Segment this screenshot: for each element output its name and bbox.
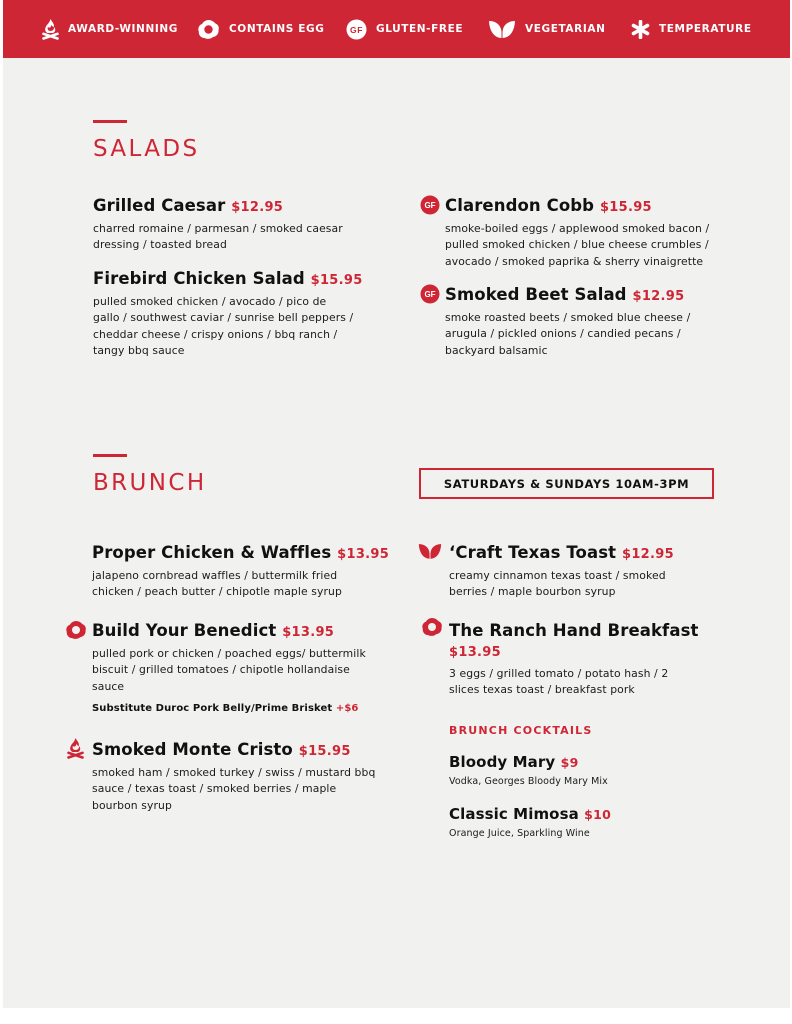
menu-item bbox=[93, 269, 393, 359]
item-name: ‘Craft Texas Toast bbox=[449, 543, 617, 562]
item-description: 3 eggs / grilled tomato / potato hash / 2 slices texas toast / breakfast pork bbox=[449, 667, 669, 697]
svg-text:GF: GF bbox=[349, 24, 364, 35]
item-description: creamy cinnamon texas toast / smoked berries / maple bourbon syrup bbox=[449, 569, 666, 599]
item-description: charred romaine / parmesan / smoked caesar dressing / toasted bread bbox=[93, 222, 343, 252]
gluten-free-icon bbox=[420, 284, 440, 304]
item-description: Orange Juice, Sparkling Wine bbox=[449, 828, 590, 839]
item-name: Smoked Beet Salad bbox=[445, 285, 627, 304]
leaf-icon bbox=[488, 19, 516, 39]
item-price: $15.95 bbox=[310, 273, 363, 288]
gluten-free-icon bbox=[346, 19, 367, 40]
legend-contains-egg bbox=[197, 0, 324, 58]
section-rule bbox=[93, 454, 127, 457]
item-name: Firebird Chicken Salad bbox=[93, 269, 305, 288]
brunch-hours: SATURDAYS & SUNDAYS 10AM-3PM bbox=[443, 476, 690, 491]
legend-label: CONTAINS EGG bbox=[229, 23, 325, 35]
menu-item bbox=[449, 621, 739, 699]
svg-text:GF: GF bbox=[424, 290, 436, 300]
cocktail-item bbox=[449, 752, 739, 789]
egg-icon bbox=[421, 617, 443, 637]
item-name: Grilled Caesar bbox=[93, 196, 226, 215]
flame-icon bbox=[67, 737, 84, 759]
menu-item bbox=[92, 740, 402, 814]
section-title-salads: SALADS bbox=[93, 136, 200, 162]
legend-award-winning bbox=[42, 0, 178, 58]
item-description: smoked ham / smoked turkey / swiss / mustard bbq sauce / texas toast / smoked berries / maple bourbon syrup bbox=[92, 766, 376, 812]
item-description: pulled pork or chicken / poached eggs/ buttermilk biscuit / grilled tomatoes / chipotle hollandaise sauce bbox=[92, 647, 366, 693]
menu-item bbox=[93, 196, 393, 254]
item-name: Smoked Monte Cristo bbox=[92, 740, 293, 759]
item-price: $12.95 bbox=[621, 547, 674, 562]
menu-item bbox=[92, 621, 402, 714]
item-name: The Ranch Hand Breakfast bbox=[449, 621, 699, 640]
svg-text:GF: GF bbox=[424, 201, 436, 211]
substitute-price: +$6 bbox=[335, 702, 359, 714]
item-price: $9 bbox=[560, 755, 579, 770]
item-price: $13.95 bbox=[282, 625, 335, 640]
legend-vegetarian bbox=[488, 0, 605, 58]
item-price: $15.95 bbox=[599, 200, 652, 215]
legend-temperature bbox=[631, 0, 752, 58]
item-price: $15.95 bbox=[298, 744, 351, 759]
item-price: $12.95 bbox=[231, 200, 284, 215]
item-price: $13.95 bbox=[337, 547, 390, 562]
substitute-note: Substitute Duroc Pork Belly/Prime Brisket +$6 bbox=[92, 702, 359, 714]
brunch-hours-badge bbox=[419, 468, 714, 499]
menu-item bbox=[445, 285, 735, 359]
flame-icon bbox=[42, 18, 59, 40]
item-name: Clarendon Cobb bbox=[445, 196, 595, 215]
egg-icon bbox=[197, 19, 220, 40]
item-name: Proper Chicken & Waffles bbox=[92, 543, 332, 562]
item-price: $10 bbox=[584, 807, 612, 822]
legend-label: GLUTEN-FREE bbox=[376, 23, 464, 35]
item-price: $12.95 bbox=[632, 289, 685, 304]
menu-item bbox=[92, 543, 402, 601]
legend-gluten-free bbox=[346, 0, 463, 58]
menu-item bbox=[445, 196, 735, 270]
legend-label: VEGETARIAN bbox=[525, 23, 606, 35]
item-price: $13.95 bbox=[449, 645, 501, 660]
item-description: smoke roasted beets / smoked blue cheese / arugula / pickled onions / candied pecans / backyard balsamic bbox=[445, 311, 691, 357]
item-description: pulled smoked chicken / avocado / pico de gallo / southwest caviar / sunrise bell peppers / cheddar cheese / crispy onions / bbq ranch / tangy bbq sauce bbox=[93, 295, 354, 357]
leaf-icon bbox=[418, 542, 442, 560]
menu-item bbox=[449, 543, 749, 601]
brunch-cocktails-heading: BRUNCH COCKTAILS bbox=[449, 724, 593, 737]
cocktail-item bbox=[449, 804, 739, 841]
egg-icon bbox=[65, 620, 87, 640]
item-description: smoke-boiled eggs / applewood smoked bacon / pulled smoked chicken / blue cheese crumbles / avocado / smoked paprika & sherry vinaigrette bbox=[445, 222, 710, 268]
item-description: jalapeno cornbread waffles / buttermilk fried chicken / peach butter / chipotle maple syrup bbox=[92, 569, 342, 599]
section-title-brunch: BRUNCH bbox=[93, 470, 207, 496]
asterisk-icon bbox=[631, 20, 650, 39]
gluten-free-icon bbox=[420, 195, 440, 215]
item-name: Classic Mimosa bbox=[449, 805, 579, 823]
item-description: Vodka, Georges Bloody Mary Mix bbox=[449, 776, 608, 787]
item-name: Bloody Mary bbox=[449, 753, 556, 771]
section-rule bbox=[93, 120, 127, 123]
legend-label: AWARD-WINNING bbox=[68, 23, 178, 35]
item-name: Build Your Benedict bbox=[92, 621, 277, 640]
legend-label: TEMPERATURE bbox=[659, 23, 752, 35]
